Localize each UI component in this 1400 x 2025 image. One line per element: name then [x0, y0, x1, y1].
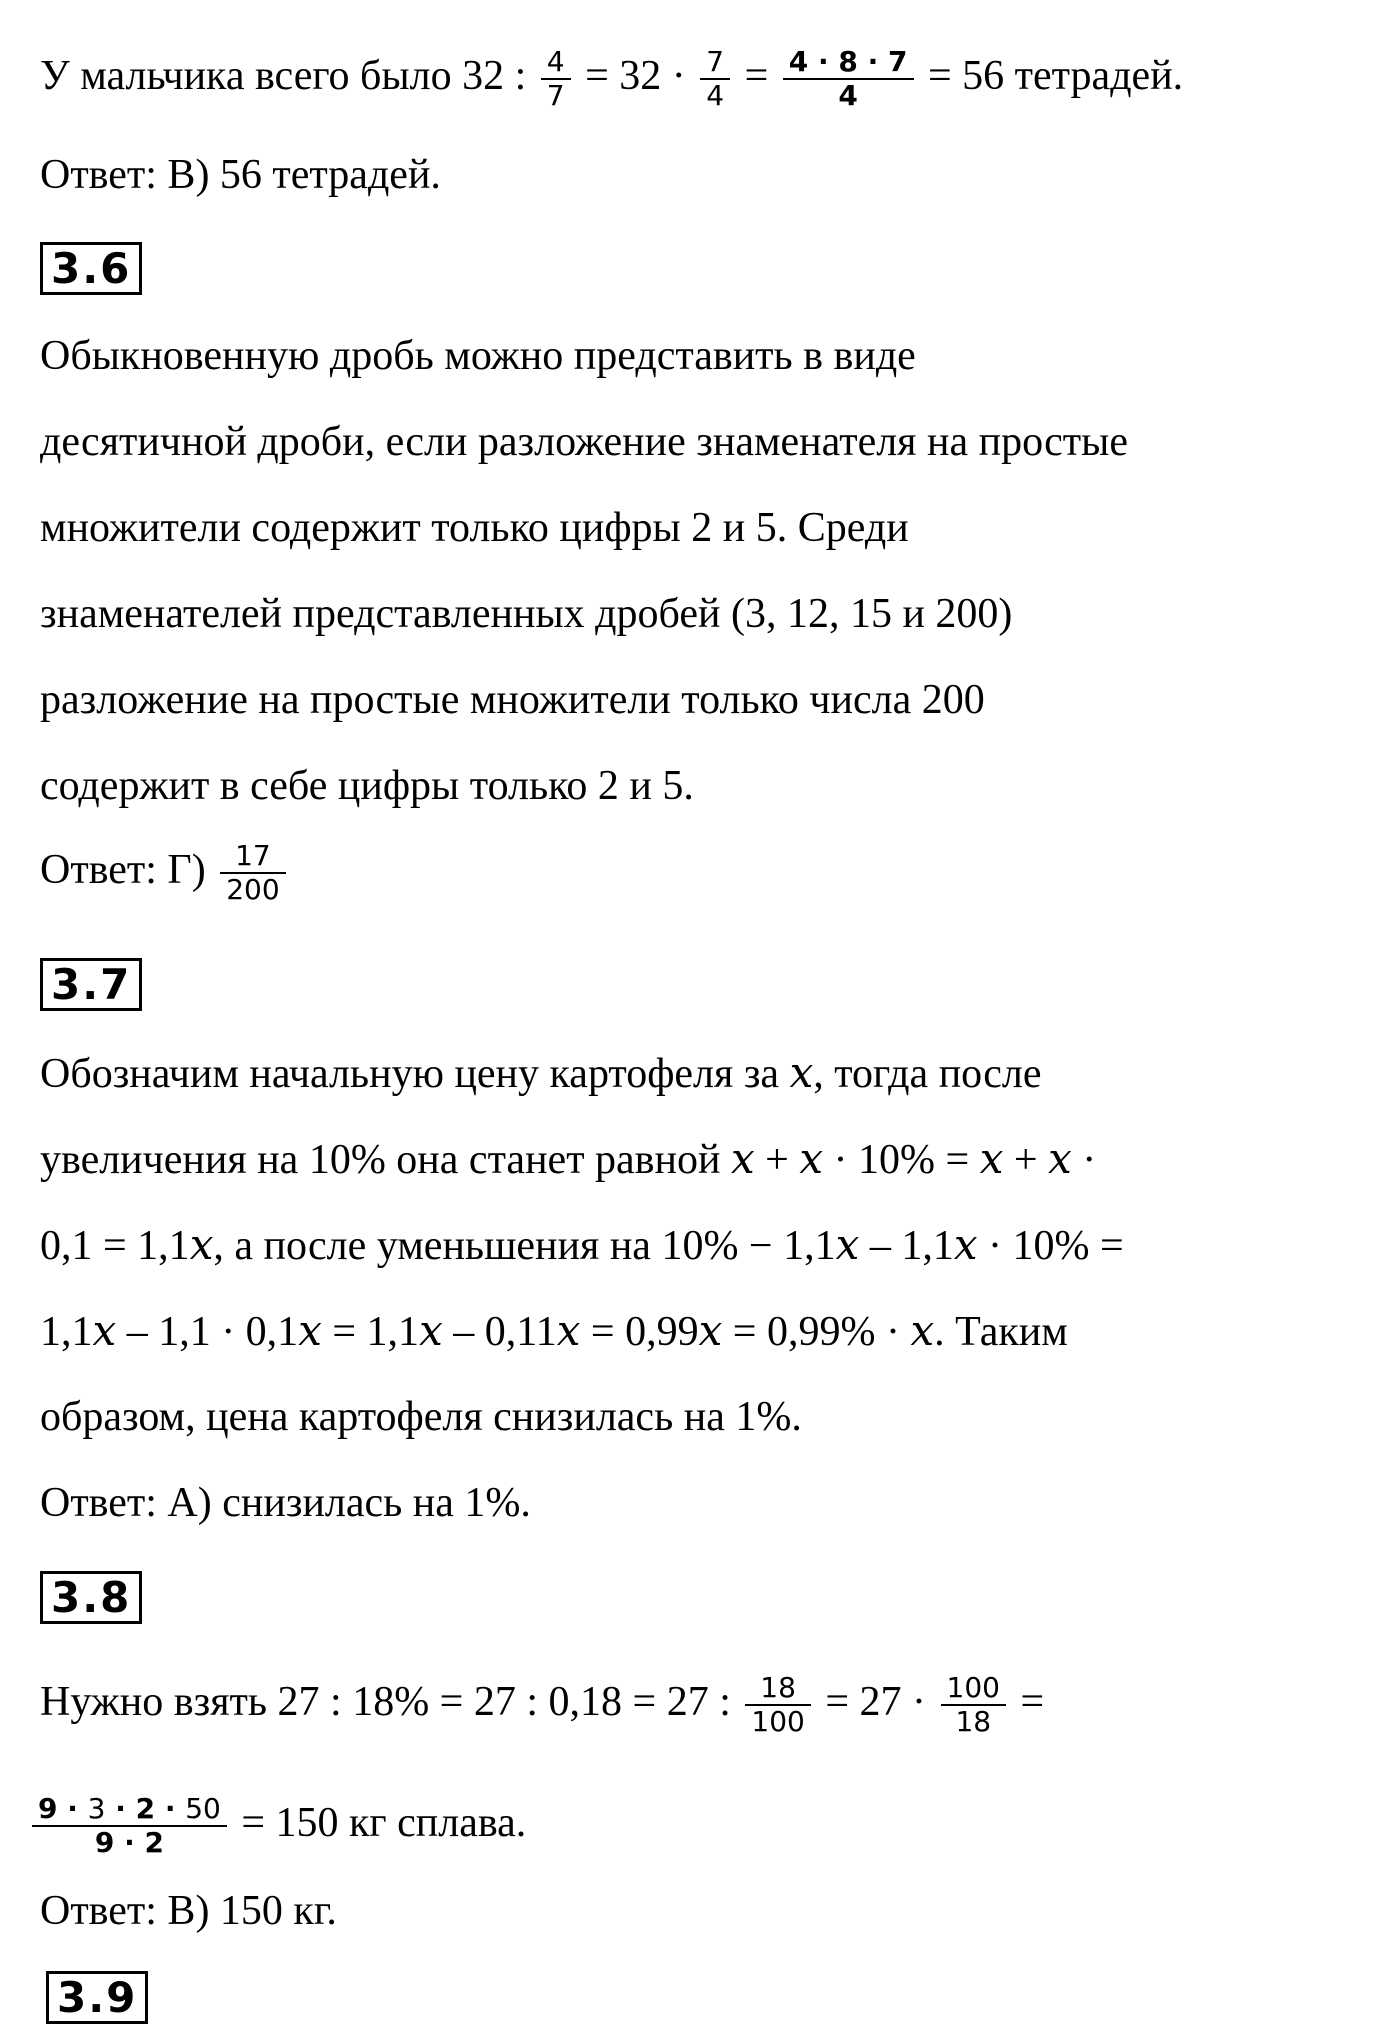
fraction-denominator: 9 · 2	[94, 1826, 164, 1860]
fraction-100-18	[941, 1672, 1006, 1738]
text-fragment: 3	[87, 1792, 106, 1825]
text-fragment: ·	[1071, 1137, 1097, 1183]
text-fragment: 0,1 = 1,1	[40, 1223, 190, 1269]
fraction-numerator: 17	[220, 840, 285, 874]
text-fragment: 50	[185, 1792, 221, 1825]
task-number-3-8: 3.8	[40, 1571, 142, 1624]
answer-line: Ответ: В) 56 тетрадей.	[40, 152, 441, 198]
text-fragment: Ответ: Г)	[40, 846, 217, 893]
paragraph-line: образом, цена картофеля снизилась на 1%.	[40, 1394, 802, 1440]
fraction-17-200	[220, 840, 285, 906]
paragraph-line	[40, 1672, 1044, 1738]
task-number-3-7: 3.7	[40, 958, 142, 1011]
fraction-numerator: 4	[541, 46, 571, 80]
fraction-denominator: 7	[546, 79, 565, 113]
text-fragment: , тогда после	[813, 1051, 1042, 1097]
text-fragment: увеличения на 10% она станет равной	[40, 1137, 731, 1183]
text-fragment: = 27 ·	[814, 1678, 937, 1725]
text-fragment: = 56 тетрадей.	[917, 52, 1184, 99]
fraction-4-7	[541, 46, 571, 112]
text-fragment: = 0,99	[580, 1309, 699, 1355]
variable-x: x	[953, 1220, 978, 1269]
text-fragment: · 10% =	[977, 1223, 1124, 1269]
text-fragment: =	[734, 52, 779, 99]
paragraph-line: десятичной дроби, если разложение знаменателя на простые	[40, 419, 1128, 465]
variable-x: x	[910, 1306, 935, 1355]
text-fragment: У мальчика всего было 32 :	[40, 52, 537, 99]
fraction-numerator: 100	[941, 1672, 1006, 1706]
variable-x: x	[979, 1134, 1004, 1183]
paragraph-line	[40, 1134, 1097, 1183]
text-fragment: , а после уменьшения на 10% − 1,1	[213, 1223, 836, 1269]
text-fragment: . Таким	[934, 1309, 1068, 1355]
variable-x: x	[835, 1220, 860, 1269]
fraction-numerator: 7	[700, 46, 730, 80]
text-fragment: =	[1009, 1678, 1045, 1725]
paragraph-line	[40, 1220, 1124, 1269]
variable-x: x	[298, 1306, 322, 1355]
variable-x: x	[419, 1306, 443, 1355]
text-fragment: +	[754, 1137, 800, 1183]
top-computation-line	[40, 46, 1183, 112]
text-fragment: – 1,1 · 0,1	[116, 1309, 299, 1355]
variable-x: x	[92, 1306, 117, 1355]
text-fragment: Нужно взять 27 : 18% = 27 : 0,18 = 27 :	[40, 1678, 742, 1725]
variable-x: x	[799, 1134, 824, 1183]
answer-line: Ответ: В) 150 кг.	[40, 1888, 337, 1934]
variable-x: x	[189, 1220, 214, 1269]
answer-line: Ответ: А) снизилась на 1%.	[40, 1480, 531, 1526]
fraction-denominator: 4	[838, 79, 858, 113]
fraction-denominator: 100	[751, 1705, 805, 1739]
fraction-18-100	[745, 1672, 810, 1738]
fraction-denominator: 4	[706, 79, 725, 113]
paragraph-line	[40, 1048, 1042, 1097]
fraction-cancellation	[32, 1793, 227, 1859]
text-fragment: · 2 ·	[105, 1792, 186, 1825]
paragraph-line: разложение на простые множители только числа 200	[40, 677, 985, 723]
paragraph-line: знаменателей представленных дробей (3, 12, 15 и 200)	[40, 591, 1013, 637]
text-fragment: = 1,1	[321, 1309, 420, 1355]
paragraph-line	[40, 1306, 1068, 1355]
variable-x: x	[556, 1306, 581, 1355]
paragraph-line: содержит в себе цифры только 2 и 5.	[40, 763, 694, 809]
variable-x: x	[789, 1048, 814, 1097]
text-fragment: +	[1003, 1137, 1049, 1183]
fraction-numerator	[32, 1793, 227, 1827]
fraction-product	[783, 46, 914, 112]
fraction-7-4	[700, 46, 730, 112]
text-fragment: · 10% =	[823, 1137, 980, 1183]
text-fragment: = 0,99% ·	[722, 1309, 911, 1355]
variable-x: x	[730, 1134, 755, 1183]
text-fragment: = 32 ·	[574, 52, 697, 99]
task-number-3-6: 3.6	[40, 242, 142, 295]
paragraph-line: множители содержит только цифры 2 и 5. Среди	[40, 505, 909, 551]
text-fragment: – 1,1	[859, 1223, 954, 1269]
text-fragment: 9 ·	[38, 1792, 88, 1825]
fraction-denominator: 200	[226, 873, 280, 907]
fraction-numerator: 18	[745, 1672, 810, 1706]
text-fragment: Обозначим начальную цену картофеля за	[40, 1051, 790, 1097]
fraction-denominator: 18	[955, 1705, 992, 1739]
variable-x: x	[1048, 1134, 1072, 1183]
variable-x: x	[698, 1306, 723, 1355]
text-fragment: 1,1	[40, 1309, 93, 1355]
paragraph-line	[32, 1793, 526, 1859]
text-fragment: = 150 кг сплава.	[230, 1799, 527, 1846]
answer-line	[40, 840, 290, 906]
paragraph-line: Обыкновенную дробь можно представить в виде	[40, 333, 916, 379]
task-number-3-9: 3.9	[46, 1971, 148, 2024]
text-fragment: – 0,11	[442, 1309, 557, 1355]
fraction-numerator: 4 · 8 · 7	[783, 46, 914, 80]
